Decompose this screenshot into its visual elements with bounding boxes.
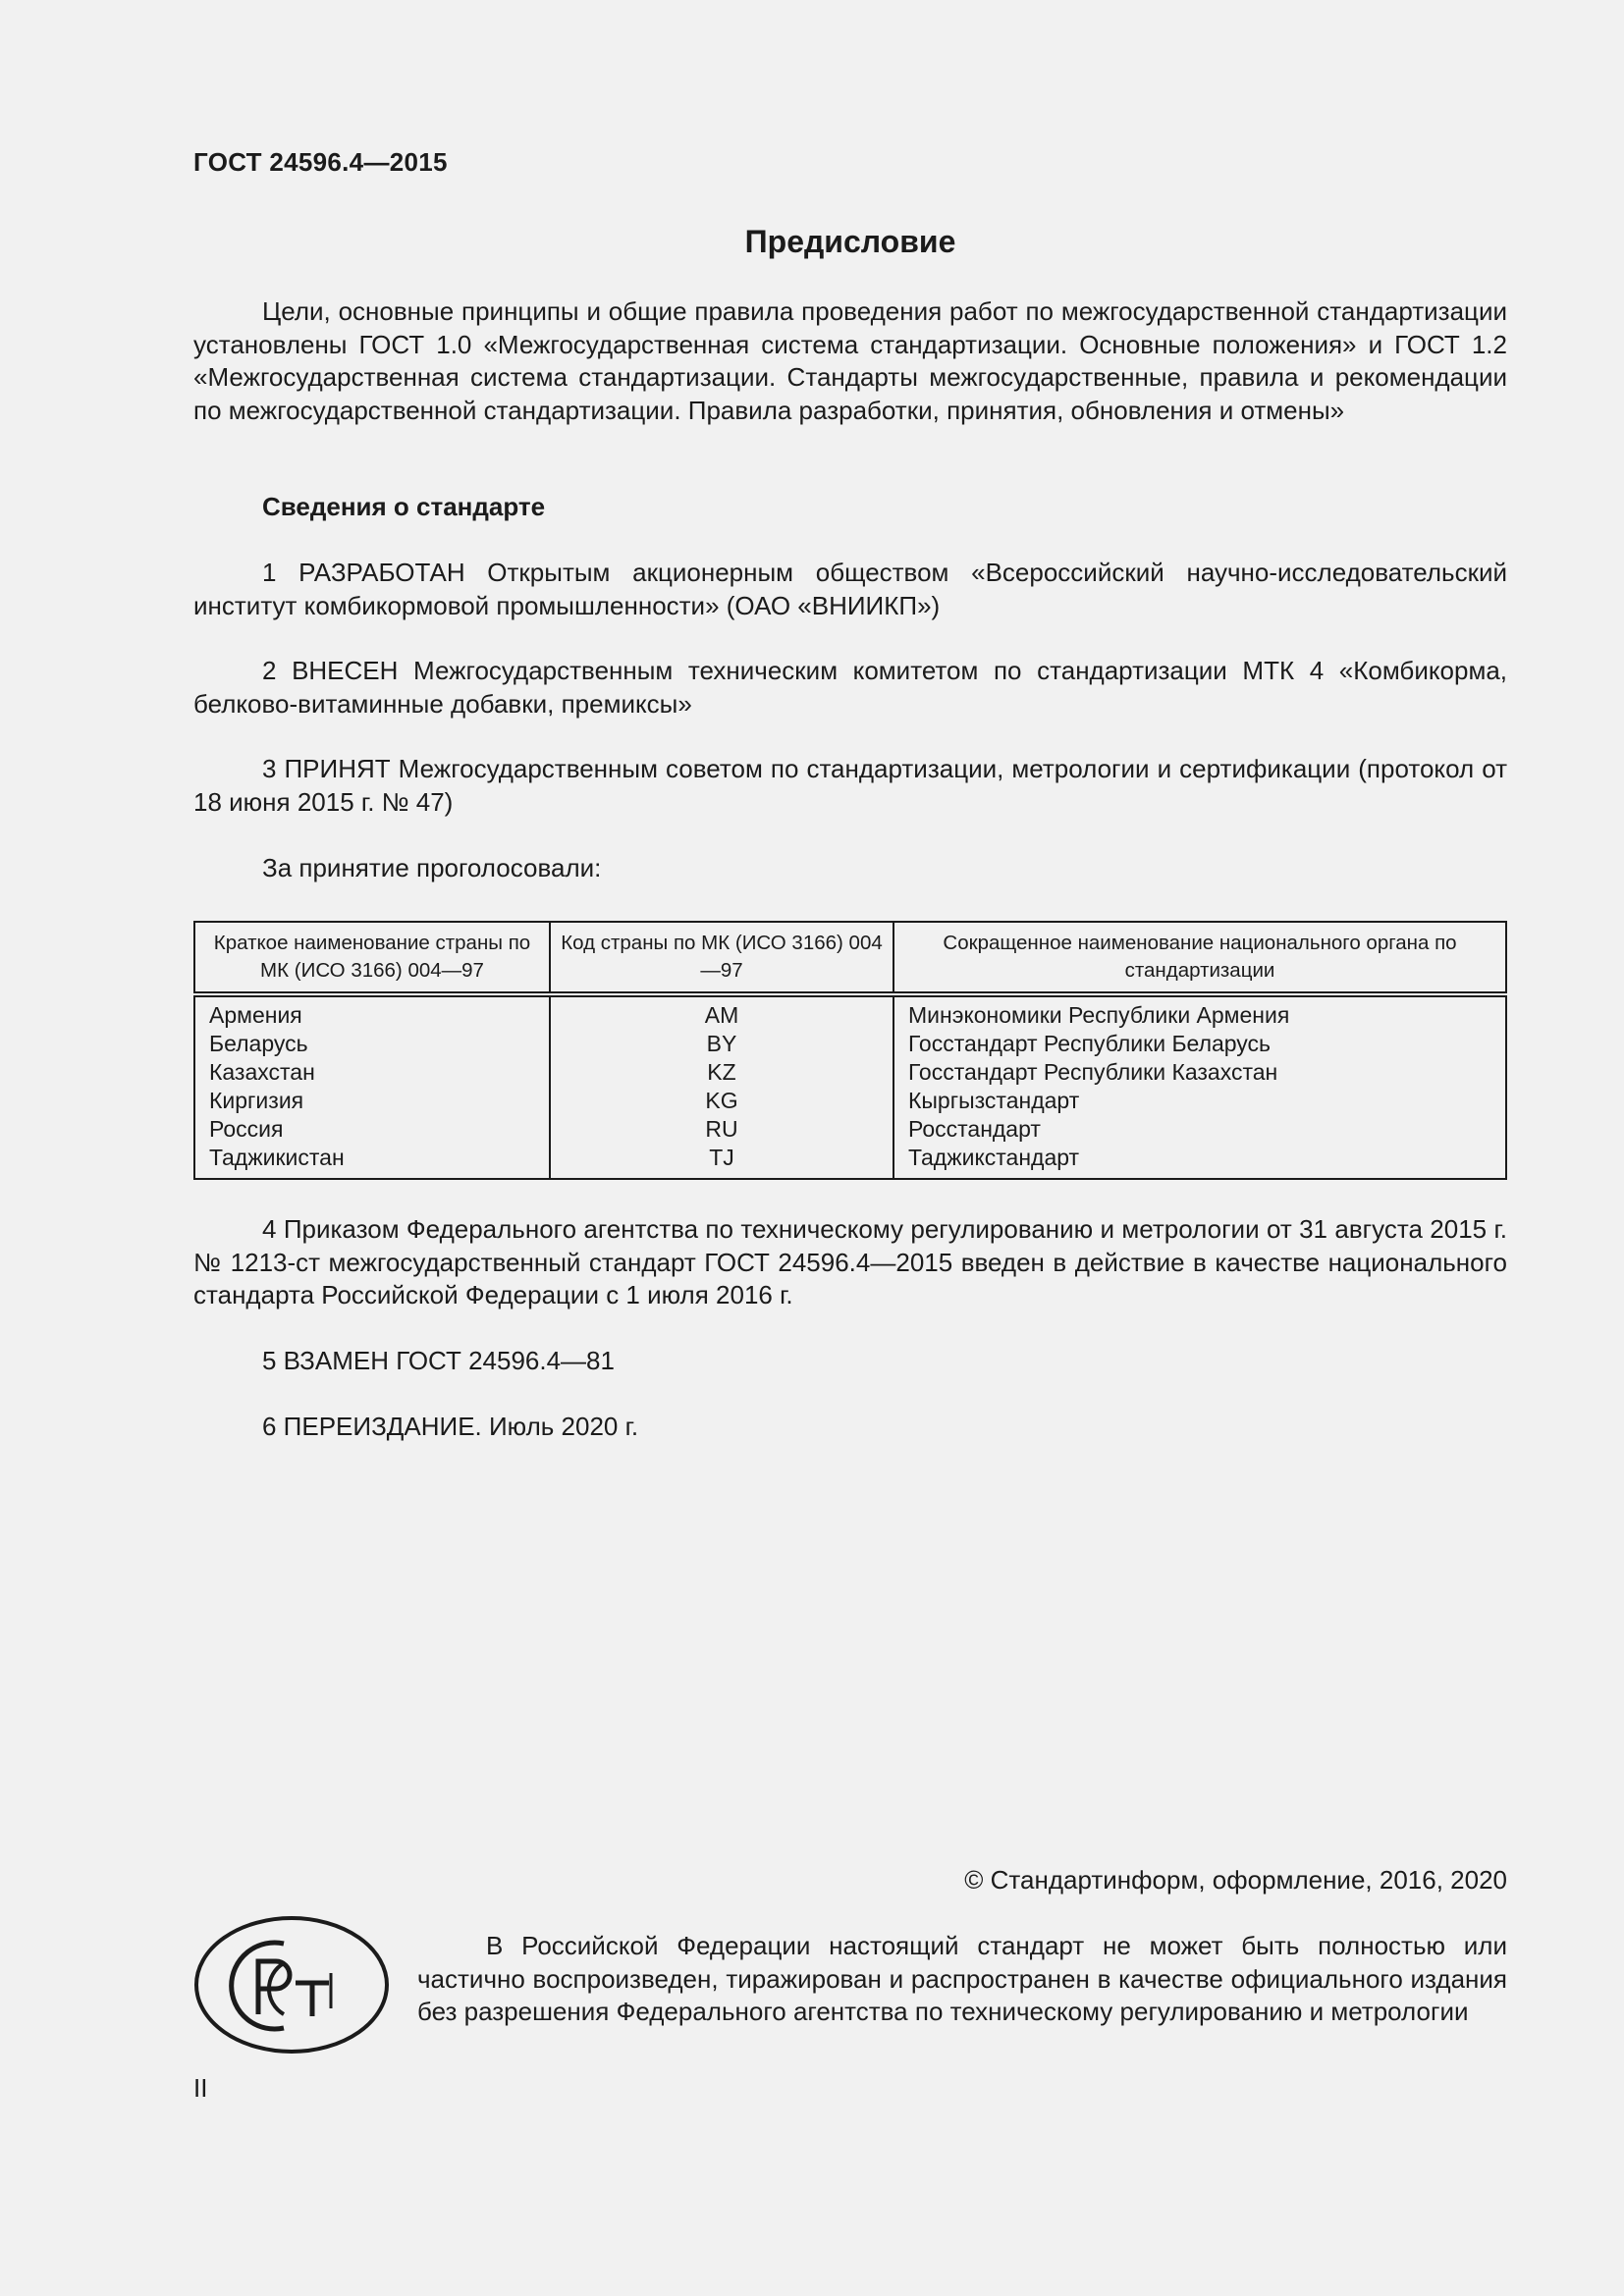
country-name: Казахстан [194,1058,550,1087]
national-body: Госстандарт Республики Казахстан [893,1058,1506,1087]
table-row [194,1115,1506,1144]
info-heading: Сведения о стандарте [262,492,546,521]
country-code: KG [550,1087,893,1115]
national-body: Таджикстандарт [893,1144,1506,1179]
table-row [194,1030,1506,1058]
country-name: Таджикистан [194,1144,550,1179]
country-code: BY [550,1030,893,1058]
item-3: 3 ПРИНЯТ Межгосударственным советом по стандартизации, метрологии и сертификации (протокол от 18 июня 2015 г. № 47) [193,754,1507,817]
item-4: 4 Приказом Федерального агентства по техническому регулированию и метрологии от 31 августа 2015 г. № 1213-ст межгосударственный стандарт ГОСТ 24596.4—2015 введен в действие в качестве национального стандарта Российской Федерации с 1 июля 2016 г. [193,1214,1507,1309]
national-body: Минэкономики Республики Армения [893,994,1506,1030]
country-code: KZ [550,1058,893,1087]
header-country-code: Код страны по МК (ИСО 3166) 004—97 [550,922,893,994]
country-name: Армения [194,994,550,1030]
country-name: Беларусь [194,1030,550,1058]
table-row [194,1087,1506,1115]
page-title: Предисловие [744,224,956,259]
item-2: 2 ВНЕСЕН Межгосударственным техническим комитетом по стандартизации МТК 4 «Комбикорма, белково-витаминные добавки, премиксы» [193,656,1507,719]
rst-logo-icon [193,1914,390,2056]
item-6: 6 ПЕРЕИЗДАНИЕ. Июль 2020 г. [262,1412,639,1441]
national-body: Кыргызстандарт [893,1087,1506,1115]
table-row [194,1144,1506,1179]
copyright-notice: © Стандартинформ, оформление, 2016, 2020 [964,1865,1507,1895]
table-row [194,1058,1506,1087]
voting-table [193,921,1507,1180]
page-number: II [193,2073,208,2103]
header-national-body: Сокращенное наименование национального органа по стандартизации [893,922,1506,994]
reproduction-notice: В Российской Федерации настоящий стандарт не может быть полностью или частично воспроизведен, тиражирован и распространен в качестве официального издания без разрешения Федерального агентства по техническому регулированию и метрологии [417,1931,1507,2026]
intro-paragraph: Цели, основные принципы и общие правила проведения работ по межгосударственной стандартизации установлены ГОСТ 1.0 «Межгосударственная система стандартизации. Основные положения» и ГОСТ 1.2 «Межгосударственная система стандартизации. Стандарты межгосударственные, правила и рекомендации по межгосударственной стандартизации. Правила разработки, принятия, обновления и отмены» [193,296,1507,425]
header-country-name: Краткое наименование страны по МК (ИСО 3166) 004—97 [194,922,550,994]
table-header-row [194,922,1506,994]
voted-label: За принятие проголосовали: [262,853,602,882]
country-code: RU [550,1115,893,1144]
document-code: ГОСТ 24596.4—2015 [193,147,448,177]
country-name: Россия [194,1115,550,1144]
table-row [194,994,1506,1030]
national-body: Госстандарт Республики Беларусь [893,1030,1506,1058]
country-code: AM [550,994,893,1030]
national-body: Росстандарт [893,1115,1506,1144]
country-code: TJ [550,1144,893,1179]
item-1: 1 РАЗРАБОТАН Открытым акционерным обществом «Всероссийский научно-исследовательский институт комбикормовой промышленности» (ОАО «ВНИИКП») [193,558,1507,620]
item-5: 5 ВЗАМЕН ГОСТ 24596.4—81 [262,1346,615,1375]
country-name: Киргизия [194,1087,550,1115]
